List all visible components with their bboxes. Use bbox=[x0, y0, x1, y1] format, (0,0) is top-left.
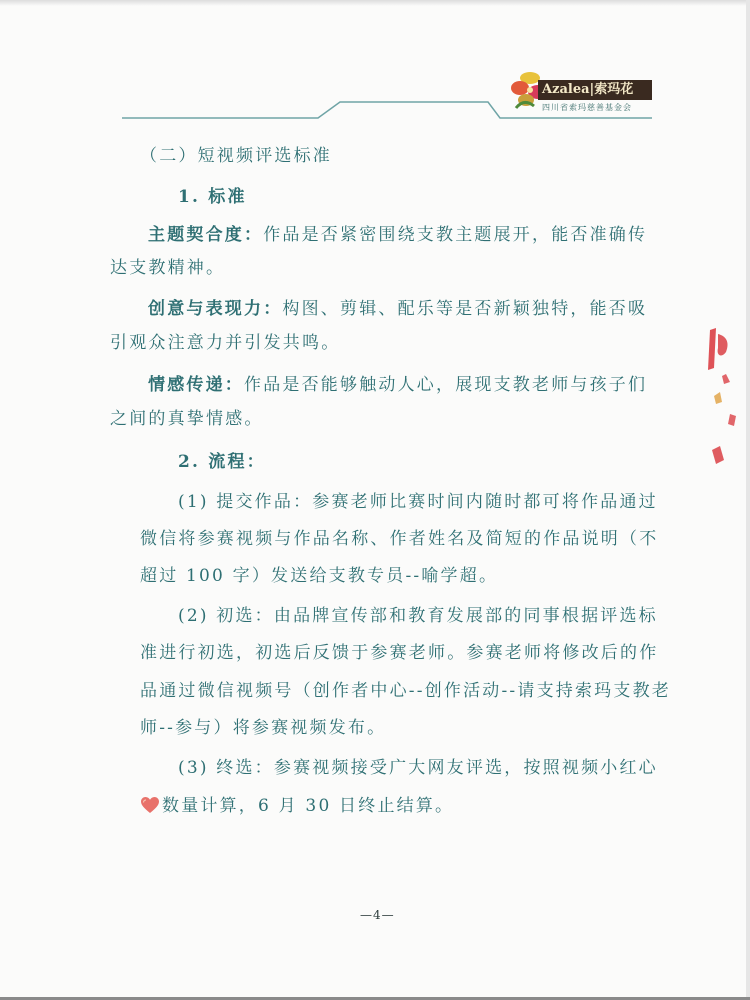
logo-subtitle: 四川省索玛慈善基金会 bbox=[542, 103, 632, 112]
heart-icon bbox=[140, 796, 160, 814]
process-step-2-line-3: 品通过微信视频号（创作者中心--创作活动--请支持索玛支教老 bbox=[140, 681, 671, 701]
standard-item-theme-cont: 达支教精神。 bbox=[110, 258, 226, 278]
process-step-3-text: 数量计算，6 月 30 日终止结算。 bbox=[162, 796, 455, 816]
page-number: —4— bbox=[360, 908, 395, 922]
process-step-2-line-4: 师--参与）将参赛视频发布。 bbox=[140, 718, 387, 738]
standard-text: 构图、剪辑、配乐等是否新颖独特，能否吸 bbox=[282, 299, 648, 319]
section-heading: （二）短视频评选标准 bbox=[140, 146, 332, 166]
process-step-2-line-2: 准进行初选，初选后反馈于参赛老师。参赛老师将修改后的作 bbox=[140, 643, 659, 663]
seal-stamp-fragment bbox=[700, 318, 744, 478]
process-step-3-line-1: (3) 终选：参赛视频接受广大网友评选，按照视频小红心 bbox=[178, 758, 658, 778]
standard-item-emotion-cont: 之间的真挚情感。 bbox=[110, 409, 264, 429]
standard-text: 作品是否紧密围绕支教主题展开，能否准确传 bbox=[263, 225, 648, 245]
standard-label: 主题契合度： bbox=[148, 225, 264, 245]
standard-text: 作品是否能够触动人心，展现支教老师与孩子们 bbox=[244, 375, 648, 395]
foundation-logo bbox=[508, 68, 658, 114]
process-step-2-line-1: (2) 初选：由品牌宣传部和教育发展部的同事根据评选标 bbox=[178, 606, 658, 626]
logo-brand-text: Azalea|索玛花 bbox=[538, 80, 652, 100]
process-step-1-line-2: 微信将参赛视频与作品名称、作者姓名及简短的作品说明（不 bbox=[140, 529, 659, 549]
standards-heading: 1. 标准 bbox=[178, 187, 247, 207]
process-step-3-line-2 bbox=[140, 794, 454, 818]
standard-item-creativity-cont: 引观众注意力并引发共鸣。 bbox=[110, 333, 341, 353]
process-step-1-line-3: 超过 100 字）发送给支教专员--喻学超。 bbox=[140, 566, 499, 586]
scan-top-edge bbox=[0, 0, 750, 6]
standard-item-emotion bbox=[148, 373, 647, 397]
process-heading: 2. 流程： bbox=[178, 452, 266, 472]
standard-item-creativity bbox=[148, 297, 647, 321]
scan-right-edge bbox=[746, 0, 750, 1000]
process-step-1-line-1: (1) 提交作品：参赛老师比赛时间内随时都可将作品通过 bbox=[178, 492, 658, 512]
standard-label: 创意与表现力： bbox=[148, 299, 283, 319]
standard-item-theme bbox=[148, 223, 647, 247]
standard-label: 情感传递： bbox=[148, 375, 244, 395]
